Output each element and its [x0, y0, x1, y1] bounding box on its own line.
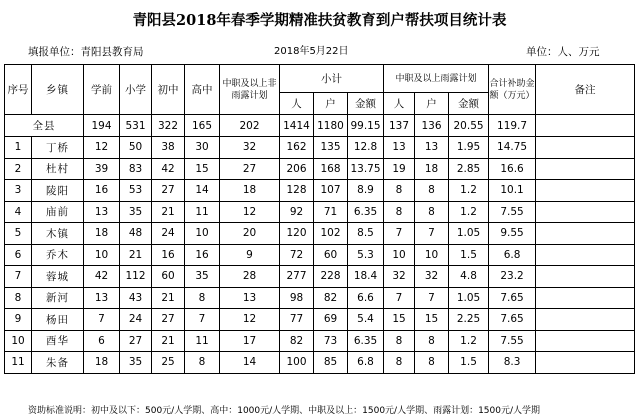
cell-total-subsidy: 6.8 [489, 244, 536, 266]
cell-seq: 7 [5, 266, 32, 288]
cell-remarks [536, 158, 635, 180]
cell-total-subsidy: 7.65 [489, 309, 536, 331]
cell-yulu-persons: 7 [384, 287, 415, 309]
cell-primary: 24 [120, 309, 152, 331]
cell-voc-non-yulu: 9 [220, 244, 280, 266]
cell-junior: 27 [152, 309, 185, 331]
cell-remarks [536, 137, 635, 159]
cell-seq: 11 [5, 352, 32, 374]
cell-remarks [536, 287, 635, 309]
reporting-unit: 填报单位：青阳县教育局 [28, 46, 144, 58]
cell-preschool: 6 [84, 330, 120, 352]
cell-remarks [536, 352, 635, 374]
header-primary: 小学 [120, 65, 152, 115]
cell-yulu-persons: 8 [384, 330, 415, 352]
total-senior: 165 [185, 115, 220, 137]
cell-voc-non-yulu: 20 [220, 223, 280, 245]
cell-yulu-amount: 1.95 [449, 137, 489, 159]
statistics-table [4, 64, 635, 374]
cell-preschool: 13 [84, 287, 120, 309]
header-sub-persons: 人 [280, 93, 314, 115]
cell-total-subsidy: 8.3 [489, 352, 536, 374]
cell-yulu-households: 15 [415, 309, 449, 331]
cell-total-subsidy: 7.55 [489, 201, 536, 223]
cell-primary: 53 [120, 180, 152, 202]
measure-unit: 单位：人、万元 [526, 46, 600, 58]
table-body [5, 115, 635, 374]
cell-town: 酉华 [32, 330, 84, 352]
header-preschool: 学前 [84, 65, 120, 115]
cell-primary: 35 [120, 201, 152, 223]
cell-senior: 35 [185, 266, 220, 288]
cell-yulu-persons: 13 [384, 137, 415, 159]
cell-yulu-amount: 1.2 [449, 201, 489, 223]
cell-yulu-amount: 1.5 [449, 244, 489, 266]
cell-senior: 10 [185, 223, 220, 245]
header-sub-amount: 金额 [348, 93, 384, 115]
cell-total-subsidy: 7.65 [489, 287, 536, 309]
header-seq: 序号 [5, 65, 32, 115]
cell-senior: 8 [185, 287, 220, 309]
cell-preschool: 18 [84, 352, 120, 374]
total-voc-non-yulu: 202 [220, 115, 280, 137]
cell-junior: 24 [152, 223, 185, 245]
cell-sub-persons: 206 [280, 158, 314, 180]
cell-voc-non-yulu: 17 [220, 330, 280, 352]
header-total-subsidy: 合计补助金额（万元） [489, 65, 536, 115]
header-subtotal: 小计 [280, 65, 384, 93]
cell-sub-households: 69 [314, 309, 348, 331]
cell-voc-non-yulu: 12 [220, 309, 280, 331]
cell-sub-amount: 8.9 [348, 180, 384, 202]
cell-sub-amount: 5.4 [348, 309, 384, 331]
table-row [5, 287, 635, 309]
table-row [5, 201, 635, 223]
cell-voc-non-yulu: 13 [220, 287, 280, 309]
cell-sub-amount: 6.35 [348, 330, 384, 352]
cell-yulu-persons: 32 [384, 266, 415, 288]
table-row [5, 223, 635, 245]
header-junior: 初中 [152, 65, 185, 115]
cell-junior: 16 [152, 244, 185, 266]
header-town: 乡镇 [32, 65, 84, 115]
cell-yulu-households: 8 [415, 330, 449, 352]
cell-yulu-households: 32 [415, 266, 449, 288]
table-row [5, 266, 635, 288]
total-yulu-persons: 137 [384, 115, 415, 137]
cell-primary: 35 [120, 352, 152, 374]
cell-senior: 8 [185, 352, 220, 374]
cell-total-subsidy: 7.55 [489, 330, 536, 352]
cell-preschool: 13 [84, 201, 120, 223]
header-senior: 高中 [185, 65, 220, 115]
total-remarks [536, 115, 635, 137]
cell-yulu-persons: 15 [384, 309, 415, 331]
cell-sub-persons: 128 [280, 180, 314, 202]
cell-total-subsidy: 14.75 [489, 137, 536, 159]
cell-sub-households: 82 [314, 287, 348, 309]
header-voc-non-yulu: 中职及以上非雨露计划 [220, 65, 280, 115]
cell-remarks [536, 266, 635, 288]
cell-town: 杜村 [32, 158, 84, 180]
cell-senior: 11 [185, 201, 220, 223]
cell-junior: 25 [152, 352, 185, 374]
table-row [5, 244, 635, 266]
total-sub-amount: 99.15 [348, 115, 384, 137]
cell-preschool: 42 [84, 266, 120, 288]
cell-seq: 6 [5, 244, 32, 266]
cell-senior: 14 [185, 180, 220, 202]
cell-sub-amount: 13.75 [348, 158, 384, 180]
cell-town: 乔木 [32, 244, 84, 266]
cell-seq: 1 [5, 137, 32, 159]
cell-yulu-households: 13 [415, 137, 449, 159]
cell-primary: 50 [120, 137, 152, 159]
cell-senior: 15 [185, 158, 220, 180]
total-junior: 322 [152, 115, 185, 137]
cell-seq: 8 [5, 287, 32, 309]
cell-town: 杨田 [32, 309, 84, 331]
cell-sub-households: 85 [314, 352, 348, 374]
cell-remarks [536, 330, 635, 352]
cell-town: 丁桥 [32, 137, 84, 159]
cell-yulu-households: 8 [415, 180, 449, 202]
cell-junior: 38 [152, 137, 185, 159]
cell-town: 新河 [32, 287, 84, 309]
cell-total-subsidy: 23.2 [489, 266, 536, 288]
total-row [5, 115, 635, 137]
cell-sub-persons: 72 [280, 244, 314, 266]
cell-preschool: 16 [84, 180, 120, 202]
cell-sub-persons: 98 [280, 287, 314, 309]
total-yulu-amount: 20.55 [449, 115, 489, 137]
cell-sub-persons: 162 [280, 137, 314, 159]
cell-preschool: 18 [84, 223, 120, 245]
table-row [5, 330, 635, 352]
cell-yulu-amount: 1.05 [449, 287, 489, 309]
cell-yulu-households: 10 [415, 244, 449, 266]
total-label: 全县 [5, 115, 84, 137]
cell-remarks [536, 309, 635, 331]
cell-yulu-persons: 19 [384, 158, 415, 180]
report-date: 2018年5月22日 [274, 46, 349, 57]
cell-sub-amount: 12.8 [348, 137, 384, 159]
cell-yulu-persons: 8 [384, 352, 415, 374]
total-subsidy: 119.7 [489, 115, 536, 137]
cell-primary: 112 [120, 266, 152, 288]
cell-seq: 10 [5, 330, 32, 352]
cell-senior: 16 [185, 244, 220, 266]
header-yulu-amount: 金额 [449, 93, 489, 115]
cell-town: 蓉城 [32, 266, 84, 288]
cell-sub-households: 60 [314, 244, 348, 266]
cell-sub-households: 168 [314, 158, 348, 180]
cell-yulu-households: 7 [415, 223, 449, 245]
cell-voc-non-yulu: 32 [220, 137, 280, 159]
cell-preschool: 39 [84, 158, 120, 180]
cell-sub-amount: 8.5 [348, 223, 384, 245]
cell-town: 木镇 [32, 223, 84, 245]
cell-sub-persons: 82 [280, 330, 314, 352]
table-row [5, 352, 635, 374]
cell-yulu-amount: 1.5 [449, 352, 489, 374]
cell-preschool: 12 [84, 137, 120, 159]
cell-primary: 48 [120, 223, 152, 245]
table-row [5, 180, 635, 202]
cell-total-subsidy: 9.55 [489, 223, 536, 245]
cell-yulu-amount: 1.05 [449, 223, 489, 245]
cell-yulu-persons: 8 [384, 201, 415, 223]
cell-primary: 27 [120, 330, 152, 352]
header-yulu-persons: 人 [384, 93, 415, 115]
header-sub-households: 户 [314, 93, 348, 115]
cell-town: 庙前 [32, 201, 84, 223]
cell-total-subsidy: 10.1 [489, 180, 536, 202]
cell-sub-persons: 100 [280, 352, 314, 374]
total-sub-households: 1180 [314, 115, 348, 137]
cell-total-subsidy: 16.6 [489, 158, 536, 180]
cell-sub-households: 71 [314, 201, 348, 223]
cell-sub-households: 73 [314, 330, 348, 352]
cell-junior: 42 [152, 158, 185, 180]
total-yulu-households: 136 [415, 115, 449, 137]
cell-town: 陵阳 [32, 180, 84, 202]
cell-junior: 60 [152, 266, 185, 288]
cell-yulu-amount: 1.2 [449, 330, 489, 352]
cell-preschool: 7 [84, 309, 120, 331]
header-yulu-households: 户 [415, 93, 449, 115]
cell-voc-non-yulu: 18 [220, 180, 280, 202]
cell-sub-amount: 18.4 [348, 266, 384, 288]
total-preschool: 194 [84, 115, 120, 137]
cell-seq: 3 [5, 180, 32, 202]
cell-sub-amount: 5.3 [348, 244, 384, 266]
cell-remarks [536, 223, 635, 245]
cell-sub-households: 135 [314, 137, 348, 159]
page-title: 青阳县2018年春季学期精准扶贫教育到户帮扶项目统计表 [132, 11, 507, 29]
table-row [5, 137, 635, 159]
cell-voc-non-yulu: 14 [220, 352, 280, 374]
cell-yulu-households: 18 [415, 158, 449, 180]
cell-sub-households: 107 [314, 180, 348, 202]
cell-seq: 9 [5, 309, 32, 331]
cell-primary: 43 [120, 287, 152, 309]
cell-yulu-amount: 1.2 [449, 180, 489, 202]
cell-yulu-amount: 4.8 [449, 266, 489, 288]
cell-senior: 7 [185, 309, 220, 331]
cell-junior: 27 [152, 180, 185, 202]
cell-voc-non-yulu: 27 [220, 158, 280, 180]
cell-remarks [536, 244, 635, 266]
subsidy-standard-note: 资助标准说明：初中及以下：500元/人学期、高中：1000元/人学期、中职及以上：1500元/人学期、雨露计划：1500元/人学期 [28, 406, 541, 416]
cell-senior: 30 [185, 137, 220, 159]
cell-yulu-persons: 10 [384, 244, 415, 266]
cell-voc-non-yulu: 28 [220, 266, 280, 288]
cell-yulu-households: 8 [415, 352, 449, 374]
cell-primary: 83 [120, 158, 152, 180]
header-voc-yulu: 中职及以上雨露计划 [384, 65, 489, 93]
cell-sub-households: 228 [314, 266, 348, 288]
cell-junior: 21 [152, 287, 185, 309]
cell-yulu-households: 7 [415, 287, 449, 309]
cell-town: 朱备 [32, 352, 84, 374]
cell-seq: 2 [5, 158, 32, 180]
total-sub-persons: 1414 [280, 115, 314, 137]
cell-preschool: 10 [84, 244, 120, 266]
cell-senior: 11 [185, 330, 220, 352]
cell-voc-non-yulu: 12 [220, 201, 280, 223]
cell-yulu-amount: 2.25 [449, 309, 489, 331]
table-row [5, 309, 635, 331]
table-row [5, 158, 635, 180]
cell-remarks [536, 180, 635, 202]
cell-sub-persons: 120 [280, 223, 314, 245]
cell-seq: 5 [5, 223, 32, 245]
cell-junior: 21 [152, 201, 185, 223]
cell-junior: 21 [152, 330, 185, 352]
cell-sub-amount: 6.8 [348, 352, 384, 374]
cell-remarks [536, 201, 635, 223]
cell-yulu-persons: 8 [384, 180, 415, 202]
cell-yulu-persons: 7 [384, 223, 415, 245]
cell-primary: 21 [120, 244, 152, 266]
cell-sub-amount: 6.35 [348, 201, 384, 223]
cell-sub-households: 102 [314, 223, 348, 245]
cell-seq: 4 [5, 201, 32, 223]
header-row [5, 65, 635, 93]
header-remarks: 备注 [536, 65, 635, 115]
cell-yulu-amount: 2.85 [449, 158, 489, 180]
cell-sub-persons: 92 [280, 201, 314, 223]
cell-yulu-households: 8 [415, 201, 449, 223]
cell-sub-persons: 77 [280, 309, 314, 331]
cell-sub-persons: 277 [280, 266, 314, 288]
total-primary: 531 [120, 115, 152, 137]
cell-sub-amount: 6.6 [348, 287, 384, 309]
